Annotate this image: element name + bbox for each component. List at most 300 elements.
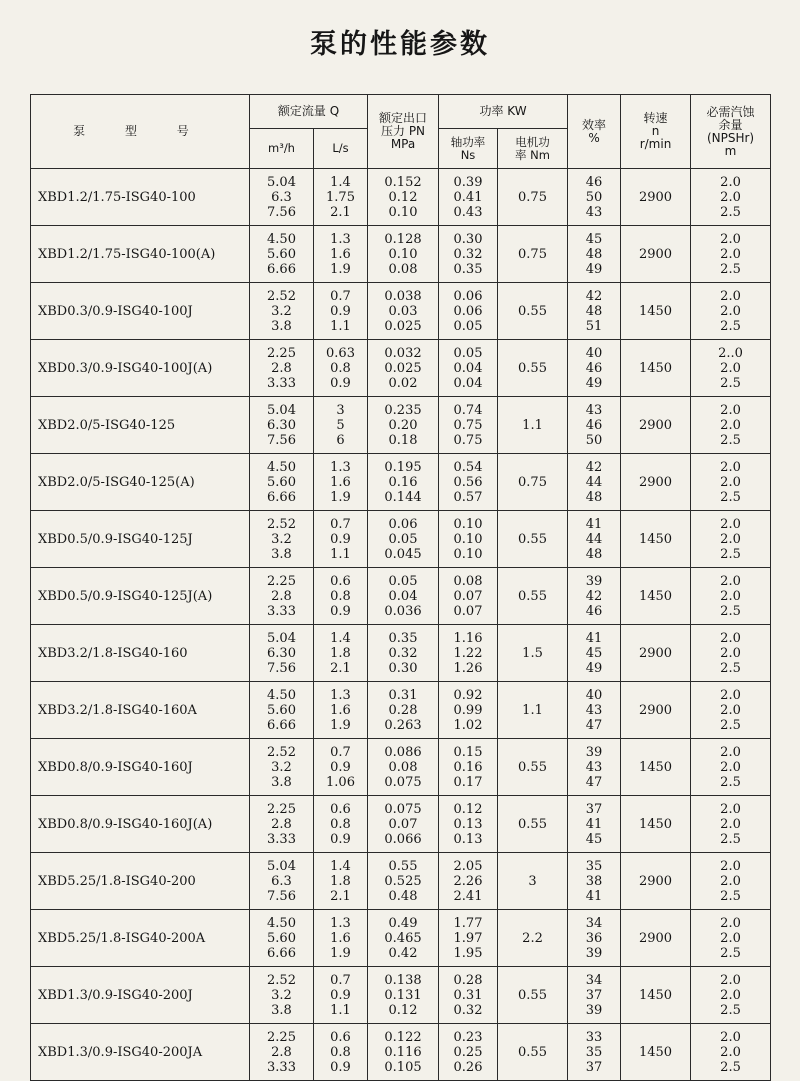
pn-value: 0.32 — [388, 645, 418, 661]
table-row — [31, 682, 771, 739]
q_m3h-value: 2.52 — [267, 288, 296, 304]
pn-value: 0.02 — [388, 375, 418, 391]
npsh-value: 2.0 — [720, 474, 741, 490]
q_m3h-value: 6.66 — [267, 261, 296, 277]
q_m3h-value: 2.8 — [271, 816, 292, 832]
npsh-cell — [691, 1024, 771, 1081]
page-title: 泵的性能参数 — [310, 29, 490, 60]
q_ls-value: 2.1 — [330, 660, 351, 676]
eff-value: 33 — [585, 1029, 603, 1045]
q_ls-value: 1.1 — [330, 1002, 351, 1018]
speed-cell — [621, 568, 691, 625]
pn-value: 0.28 — [388, 702, 418, 718]
q_ls-value: 1.6 — [330, 474, 351, 490]
speed-cell — [621, 910, 691, 967]
nm-value: 0.75 — [518, 246, 547, 262]
pn-value: 0.075 — [384, 774, 422, 790]
q_ls-value: 0.7 — [330, 972, 351, 988]
npsh-value: 2.0 — [720, 702, 741, 718]
eff-value: 36 — [585, 930, 603, 946]
speed-value: 1450 — [638, 588, 673, 604]
pn-value: 0.49 — [388, 915, 418, 931]
q_ls-cell — [314, 853, 368, 910]
pn-cell — [368, 226, 439, 283]
q_ls-value: 0.7 — [330, 516, 351, 532]
nm-value: 0.75 — [518, 189, 547, 205]
header-flow-ls: L/s — [314, 129, 368, 169]
pump-performance-table — [30, 94, 771, 1081]
q_ls-value: 1.9 — [330, 717, 351, 733]
pump-model-value: XBD5.25/1.8-ISG40-200 — [38, 873, 196, 889]
q_ls-cell — [314, 283, 368, 340]
pn-value: 0.30 — [388, 660, 418, 676]
npsh-cell — [691, 853, 771, 910]
q_m3h-value: 3.8 — [271, 546, 292, 562]
eff-cell — [568, 967, 621, 1024]
speed-value: 2900 — [638, 417, 673, 433]
speed-cell — [621, 340, 691, 397]
ns-cell — [439, 226, 498, 283]
q_ls-value: 6 — [336, 432, 345, 448]
eff-value: 38 — [585, 873, 603, 889]
npsh-value: 2.0 — [720, 873, 741, 889]
q_ls-value: 0.8 — [330, 1044, 351, 1060]
eff-value: 39 — [585, 1002, 603, 1018]
pn-value: 0.128 — [384, 231, 422, 247]
nm-cell — [498, 226, 568, 283]
npsh-value: 2.0 — [720, 288, 741, 304]
q_m3h-value: 7.56 — [267, 888, 296, 904]
table-body — [31, 169, 771, 1081]
q_ls-value: 1.3 — [330, 459, 351, 475]
nm-cell — [498, 625, 568, 682]
header-pump-model: 泵 型 号 — [31, 95, 250, 169]
npsh-value: 2.0 — [720, 930, 741, 946]
eff-cell — [568, 1024, 621, 1081]
header-row-1 — [31, 95, 771, 129]
q_ls-value: 0.9 — [330, 831, 351, 847]
npsh-value: 2.0 — [720, 573, 741, 589]
nm-value: 0.55 — [518, 816, 547, 832]
q_ls-value: 2.1 — [330, 204, 351, 220]
q_ls-cell — [314, 967, 368, 1024]
ns-value: 1.22 — [453, 645, 483, 661]
pn-value: 0.16 — [388, 474, 418, 490]
ns-value: 2.05 — [453, 858, 483, 874]
q_m3h-cell — [250, 454, 314, 511]
npsh-value: 2.0 — [720, 516, 741, 532]
q_m3h-value: 2.8 — [271, 360, 292, 376]
q_ls-cell — [314, 739, 368, 796]
q_ls-value: 1.4 — [330, 630, 351, 646]
ns-cell — [439, 169, 498, 226]
table-row — [31, 796, 771, 853]
q_m3h-value: 4.50 — [267, 915, 296, 931]
ns-value: 0.26 — [453, 1059, 483, 1075]
nm-value: 0.55 — [518, 303, 547, 319]
npsh-value: 2.5 — [720, 660, 741, 676]
eff-value: 34 — [585, 972, 603, 988]
speed-cell — [621, 682, 691, 739]
q_m3h-value: 6.66 — [267, 489, 296, 505]
q_m3h-value: 2.8 — [271, 588, 292, 604]
eff-value: 42 — [585, 588, 603, 604]
q_m3h-value: 5.04 — [267, 402, 296, 418]
q_ls-value: 1.06 — [326, 774, 355, 790]
q_ls-cell — [314, 910, 368, 967]
pn-value: 0.036 — [384, 603, 422, 619]
nm-cell — [498, 796, 568, 853]
eff-cell — [568, 853, 621, 910]
npsh-value: 2.5 — [720, 204, 741, 220]
eff-value: 46 — [585, 360, 603, 376]
q_ls-cell — [314, 1024, 368, 1081]
ns-value: 0.75 — [453, 417, 483, 433]
q_m3h-value: 4.50 — [267, 231, 296, 247]
pump-model-cell — [31, 454, 250, 511]
pump-model-value: XBD0.8/0.9-ISG40-160J — [38, 759, 193, 775]
ns-value: 0.23 — [453, 1029, 483, 1045]
ns-value: 0.39 — [453, 174, 483, 190]
speed-cell — [621, 169, 691, 226]
table-row — [31, 454, 771, 511]
npsh-cell — [691, 739, 771, 796]
pn-value: 0.05 — [388, 573, 418, 589]
pn-cell — [368, 568, 439, 625]
q_ls-value: 0.9 — [330, 531, 351, 547]
q_m3h-cell — [250, 511, 314, 568]
eff-cell — [568, 169, 621, 226]
npsh-value: 2.0 — [720, 744, 741, 760]
ns-value: 0.75 — [453, 432, 483, 448]
pump-model-value: XBD3.2/1.8-ISG40-160 — [38, 645, 188, 661]
eff-value: 50 — [585, 432, 603, 448]
npsh-value: 2.0 — [720, 630, 741, 646]
q_m3h-value: 2.52 — [267, 744, 296, 760]
pn-cell — [368, 169, 439, 226]
speed-cell — [621, 967, 691, 1024]
pump-model-cell — [31, 568, 250, 625]
table-row — [31, 1024, 771, 1081]
npsh-value: 2.5 — [720, 318, 741, 334]
ns-value: 0.06 — [453, 288, 483, 304]
eff-value: 51 — [585, 318, 603, 334]
pn-value: 0.025 — [384, 318, 422, 334]
pump-model-value: XBD2.0/5-ISG40-125(A) — [38, 474, 195, 490]
nm-value: 0.55 — [518, 759, 547, 775]
pn-value: 0.131 — [384, 987, 422, 1003]
q_ls-value: 1.3 — [330, 687, 351, 703]
pn-value: 0.05 — [388, 531, 418, 547]
npsh-value: 2.5 — [720, 1059, 741, 1075]
q_ls-cell — [314, 568, 368, 625]
q_m3h-cell — [250, 226, 314, 283]
q_m3h-value: 5.60 — [267, 246, 296, 262]
q_ls-value: 0.8 — [330, 588, 351, 604]
eff-value: 42 — [585, 288, 603, 304]
eff-value: 49 — [585, 660, 603, 676]
pn-value: 0.122 — [384, 1029, 422, 1045]
pn-value: 0.045 — [384, 546, 422, 562]
q_ls-value: 1.6 — [330, 246, 351, 262]
header-efficiency: 效率 % — [568, 95, 621, 169]
ns-value: 1.26 — [453, 660, 483, 676]
eff-cell — [568, 340, 621, 397]
pn-cell — [368, 625, 439, 682]
npsh-cell — [691, 454, 771, 511]
q_m3h-value: 5.60 — [267, 702, 296, 718]
q_m3h-cell — [250, 568, 314, 625]
ns-value: 0.06 — [453, 303, 483, 319]
nm-value: 0.75 — [518, 474, 547, 490]
pump-model-cell — [31, 169, 250, 226]
q_m3h-value: 7.56 — [267, 432, 296, 448]
q_ls-cell — [314, 454, 368, 511]
ns-value: 0.13 — [453, 816, 483, 832]
pn-value: 0.12 — [388, 1002, 418, 1018]
q_m3h-value: 3.2 — [271, 759, 292, 775]
npsh-cell — [691, 169, 771, 226]
q_m3h-cell — [250, 283, 314, 340]
header-rated-flow: 额定流量 Q — [250, 95, 368, 129]
npsh-value: 2.0 — [720, 801, 741, 817]
eff-cell — [568, 739, 621, 796]
ns-cell — [439, 967, 498, 1024]
pump-model-value: XBD1.3/0.9-ISG40-200JA — [38, 1044, 203, 1060]
ns-value: 0.28 — [453, 972, 483, 988]
q_m3h-value: 7.56 — [267, 204, 296, 220]
speed-cell — [621, 625, 691, 682]
eff-value: 48 — [585, 303, 603, 319]
ns-value: 1.02 — [453, 717, 483, 733]
q_ls-value: 1.9 — [330, 261, 351, 277]
speed-cell — [621, 1024, 691, 1081]
nm-value: 1.5 — [522, 645, 543, 661]
eff-value: 35 — [585, 858, 603, 874]
ns-value: 0.05 — [453, 345, 483, 361]
eff-value: 39 — [585, 744, 603, 760]
pn-value: 0.105 — [384, 1059, 422, 1075]
nm-cell — [498, 511, 568, 568]
speed-value: 1450 — [638, 1044, 673, 1060]
ns-value: 0.31 — [453, 987, 483, 1003]
q_m3h-value: 3.8 — [271, 1002, 292, 1018]
npsh-value: 2.0 — [720, 303, 741, 319]
q_m3h-value: 2.25 — [267, 1029, 296, 1045]
speed-cell — [621, 226, 691, 283]
ns-cell — [439, 568, 498, 625]
pump-model-cell — [31, 397, 250, 454]
q_ls-value: 0.7 — [330, 288, 351, 304]
eff-value: 47 — [585, 717, 603, 733]
q_ls-value: 1.6 — [330, 930, 351, 946]
q_m3h-value: 6.30 — [267, 417, 296, 433]
q_m3h-cell — [250, 625, 314, 682]
pump-model-cell — [31, 796, 250, 853]
nm-cell — [498, 910, 568, 967]
npsh-cell — [691, 568, 771, 625]
npsh-cell — [691, 397, 771, 454]
pn-value: 0.032 — [384, 345, 422, 361]
speed-value: 2900 — [638, 645, 673, 661]
speed-cell — [621, 796, 691, 853]
ns-value: 0.92 — [453, 687, 483, 703]
npsh-value: 2.0 — [720, 246, 741, 262]
q_ls-value: 0.9 — [330, 603, 351, 619]
eff-value: 41 — [585, 630, 603, 646]
npsh-value: 2.0 — [720, 417, 741, 433]
table-row — [31, 967, 771, 1024]
pn-cell — [368, 682, 439, 739]
npsh-value: 2.0 — [720, 816, 741, 832]
pump-model-value: XBD1.2/1.75-ISG40-100 — [38, 189, 196, 205]
speed-value: 2900 — [638, 189, 673, 205]
q_m3h-value: 6.30 — [267, 645, 296, 661]
ns-value: 2.41 — [453, 888, 483, 904]
speed-value: 2900 — [638, 930, 673, 946]
ns-value: 2.26 — [453, 873, 483, 889]
npsh-value: 2.5 — [720, 831, 741, 847]
q_m3h-value: 3.33 — [267, 831, 296, 847]
ns-value: 0.25 — [453, 1044, 483, 1060]
npsh-value: 2.5 — [720, 1002, 741, 1018]
eff-cell — [568, 625, 621, 682]
nm-value: 0.55 — [518, 531, 547, 547]
eff-cell — [568, 910, 621, 967]
nm-value: 1.1 — [522, 702, 543, 718]
nm-value: 3 — [528, 873, 537, 889]
ns-value: 0.32 — [453, 1002, 483, 1018]
q_ls-value: 0.63 — [326, 345, 355, 361]
header-shaft-power: 轴功率 Ns — [439, 129, 498, 169]
pn-value: 0.55 — [388, 858, 418, 874]
table-row — [31, 568, 771, 625]
header-npsh: 必需汽蚀 余量 (NPSHr) m — [691, 95, 771, 169]
npsh-value: 2.5 — [720, 489, 741, 505]
eff-cell — [568, 796, 621, 853]
ns-value: 0.99 — [453, 702, 483, 718]
nm-cell — [498, 739, 568, 796]
table-row — [31, 226, 771, 283]
q_ls-value: 1.4 — [330, 858, 351, 874]
pn-value: 0.06 — [388, 516, 418, 532]
ns-cell — [439, 739, 498, 796]
pn-value: 0.10 — [388, 246, 418, 262]
table-row — [31, 625, 771, 682]
table-row — [31, 397, 771, 454]
nm-value: 0.55 — [518, 1044, 547, 1060]
pn-value: 0.18 — [388, 432, 418, 448]
pn-value: 0.195 — [384, 459, 422, 475]
q_ls-value: 0.9 — [330, 1059, 351, 1075]
q_ls-cell — [314, 169, 368, 226]
pn-value: 0.235 — [384, 402, 422, 418]
pump-model-value: XBD5.25/1.8-ISG40-200A — [38, 930, 206, 946]
pump-model-cell — [31, 1024, 250, 1081]
q_m3h-value: 5.60 — [267, 930, 296, 946]
speed-value: 2900 — [638, 474, 673, 490]
ns-value: 0.30 — [453, 231, 483, 247]
npsh-cell — [691, 910, 771, 967]
q_m3h-value: 6.3 — [271, 873, 292, 889]
pn-value: 0.525 — [384, 873, 422, 889]
nm-cell — [498, 967, 568, 1024]
pn-value: 0.03 — [388, 303, 418, 319]
q_ls-value: 1.4 — [330, 174, 351, 190]
eff-value: 45 — [585, 231, 603, 247]
npsh-value: 2.0 — [720, 1029, 741, 1045]
q_ls-cell — [314, 625, 368, 682]
npsh-value: 2.5 — [720, 774, 741, 790]
pn-value: 0.07 — [388, 816, 418, 832]
speed-value: 1450 — [638, 303, 673, 319]
nm-cell — [498, 682, 568, 739]
pn-value: 0.20 — [388, 417, 418, 433]
pn-cell — [368, 397, 439, 454]
ns-value: 0.04 — [453, 360, 483, 376]
pn-value: 0.35 — [388, 630, 418, 646]
npsh-value: 2.0 — [720, 174, 741, 190]
ns-value: 0.35 — [453, 261, 483, 277]
eff-value: 43 — [585, 702, 603, 718]
q_m3h-value: 3.33 — [267, 375, 296, 391]
eff-value: 47 — [585, 774, 603, 790]
ns-value: 0.17 — [453, 774, 483, 790]
q_ls-value: 1.6 — [330, 702, 351, 718]
npsh-value: 2.0 — [720, 687, 741, 703]
q_ls-value: 0.9 — [330, 303, 351, 319]
ns-value: 0.12 — [453, 801, 483, 817]
nm-cell — [498, 853, 568, 910]
npsh-cell — [691, 283, 771, 340]
q_ls-value: 0.9 — [330, 375, 351, 391]
pump-model-value: XBD0.5/0.9-ISG40-125J — [38, 531, 193, 547]
pn-value: 0.10 — [388, 204, 418, 220]
ns-value: 0.04 — [453, 375, 483, 391]
q_m3h-value: 7.56 — [267, 660, 296, 676]
speed-cell — [621, 454, 691, 511]
eff-value: 41 — [585, 888, 603, 904]
ns-value: 0.15 — [453, 744, 483, 760]
pump-model-cell — [31, 739, 250, 796]
npsh-cell — [691, 796, 771, 853]
table-row — [31, 283, 771, 340]
npsh-value: 2.0 — [720, 972, 741, 988]
ns-cell — [439, 853, 498, 910]
q_ls-cell — [314, 796, 368, 853]
ns-value: 0.08 — [453, 573, 483, 589]
ns-value: 0.57 — [453, 489, 483, 505]
pump-model-cell — [31, 226, 250, 283]
ns-value: 0.13 — [453, 831, 483, 847]
q_m3h-cell — [250, 910, 314, 967]
pump-model-value: XBD3.2/1.8-ISG40-160A — [38, 702, 197, 718]
pn-value: 0.08 — [388, 261, 418, 277]
q_ls-value: 1.8 — [330, 645, 351, 661]
q_m3h-value: 6.66 — [267, 945, 296, 961]
header-speed: 转速 n r/min — [621, 95, 691, 169]
q_m3h-value: 5.04 — [267, 858, 296, 874]
speed-cell — [621, 283, 691, 340]
npsh-value: 2.0 — [720, 531, 741, 547]
table-row — [31, 853, 771, 910]
eff-value: 48 — [585, 546, 603, 562]
q_ls-cell — [314, 682, 368, 739]
q_m3h-cell — [250, 739, 314, 796]
pn-value: 0.038 — [384, 288, 422, 304]
q_ls-value: 3 — [336, 402, 345, 418]
ns-value: 0.32 — [453, 246, 483, 262]
